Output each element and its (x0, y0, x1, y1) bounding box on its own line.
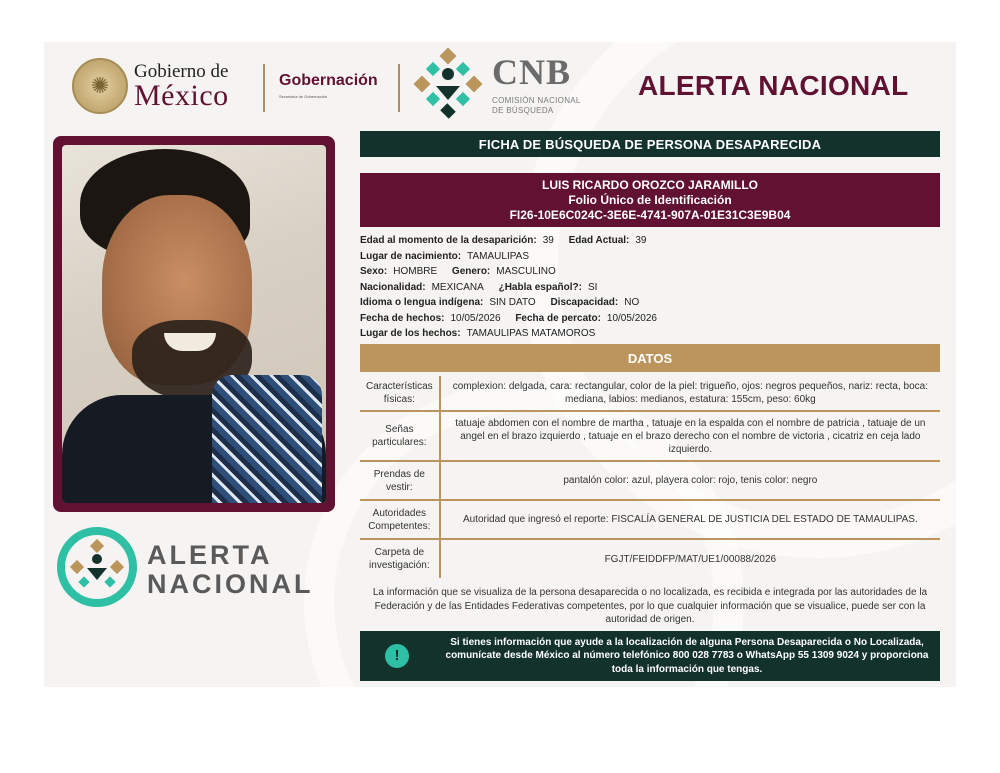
person-facts (360, 233, 940, 342)
fact-label: Lugar de nacimiento: (360, 250, 462, 262)
facts-row (360, 295, 940, 311)
disclaimer-text: La información que se visualiza de la persona desaparecida o no localizada, es recibida e integrada por las autoridades de la Federación y de las Entidades Federativas competentes, por lo que cualquier información que se visualice, puede ser con la autoridad de origen. (372, 587, 928, 625)
datos-label: Autoridades Competentes: (360, 500, 440, 539)
fact-value: NO (624, 297, 640, 308)
alert-exclamation-icon: ! (385, 644, 409, 668)
alerta-wordmark-line1: ALERTA (147, 540, 273, 570)
cnb-acronym: CNB (492, 52, 572, 92)
datos-label: Carpeta de investigación: (360, 539, 440, 578)
fact-value: MASCULINO (496, 266, 556, 277)
fact-label: Lugar de los hechos: (360, 328, 461, 339)
fact-value: SIN DATO (489, 297, 536, 308)
datos-title: DATOS (627, 350, 673, 366)
fact-value: 10/05/2026 (606, 312, 657, 324)
table-row (360, 461, 940, 500)
datos-value: pantalón color: azul, playera color: rojo, tenis color: negro (440, 461, 940, 500)
photo-frame (53, 136, 335, 512)
gobernacion-text: Gobernación (279, 72, 378, 89)
cnb-text-block (492, 54, 581, 115)
facts-row (360, 326, 940, 342)
datos-value: FGJT/FEIDDFP/MAT/UE1/00088/2026 (604, 553, 777, 565)
fact-value: 39 (542, 235, 554, 246)
datos-value: Autoridad que ingresó el reporte: FISCALÍA GENERAL DE JUSTICIA DEL ESTADO DE TAMAULIPAS. (440, 500, 940, 539)
fact-label: Edad Actual: (568, 235, 630, 246)
fact-value: TAMAULIPAS (467, 250, 529, 262)
fact-value: HOMBRE (393, 266, 438, 277)
ficha-title: FICHA DE BÚSQUEDA DE PERSONA DESAPARECIDA (478, 136, 822, 152)
gobernacion-logo (279, 72, 378, 99)
fact-label: Nacionalidad: (360, 281, 426, 293)
fact-value: SI (587, 281, 598, 293)
facts-row (360, 311, 940, 327)
fact-label: Edad al momento de la desaparición: (360, 235, 537, 246)
fact-value: TAMAULIPAS MATAMOROS (466, 328, 596, 339)
alert-title: ALERTA NACIONAL (638, 70, 909, 101)
gobierno-top-text: Gobierno de (134, 60, 229, 82)
contact-info-bar (360, 631, 940, 681)
folio-label: Folio Único de Identificación (568, 193, 732, 207)
datos-header-bar (360, 344, 940, 372)
cnb-name-line2: DE BÚSQUEDA (492, 105, 554, 115)
table-row (360, 539, 940, 578)
header-divider (398, 64, 400, 112)
fact-label: Fecha de percato: (515, 312, 601, 324)
gobernacion-subtext: Secretaría de Gobernación (279, 94, 328, 99)
fact-label: Genero: (451, 266, 491, 277)
fact-value: 39 (635, 235, 647, 246)
folio-value: FI26-10E6C024C-3E6E-4741-907A-01E31C3E9B04 (509, 208, 791, 222)
fact-label: Idioma o lengua indígena: (360, 297, 484, 308)
person-name: LUIS RICARDO OROZCO JARAMILLO (542, 178, 758, 192)
table-row (360, 376, 940, 411)
alerta-wordmark-line2: NACIONAL (147, 569, 314, 600)
facts-row (360, 280, 940, 296)
datos-label: Señas particulares: (360, 411, 440, 461)
facts-row (360, 233, 940, 249)
gobierno-mexico-logo (72, 58, 229, 114)
fact-label: Discapacidad: (550, 297, 619, 308)
header-divider (263, 64, 265, 112)
fact-label: Fecha de hechos: (360, 312, 445, 324)
datos-value: tatuaje abdomen con el nombre de martha , tatuaje en la espalda con el nombre de patricia , tatuaje de un angel en el brazo izquierdo , tatuaje en el brazo derecho con el nombre de victoria , cicatriz en ceja lado izquierdo. (440, 411, 940, 461)
table-row (360, 411, 940, 461)
person-photo (62, 145, 326, 503)
national-seal-icon: ✺ (72, 58, 128, 114)
facts-row (360, 264, 940, 280)
datos-value: complexion: delgada, cara: rectangular, color de la piel: trigueño, ojos: negros pequeños, nariz: recta, boca: mediana, labios: medianos, estatura: 155cm, peso: 60kg (440, 376, 940, 411)
cnb-emblem-icon (412, 48, 484, 120)
alerta-nacional-emblem-icon (56, 526, 138, 608)
contact-info-text: Si tienes información que ayude a la localización de alguna Persona Desaparecida o No Localizada, comunícate desde México al número telefónico 800 028 7783 o WhatsApp 55 1309 9024 y proporciona toda la información que tengas. (445, 636, 929, 675)
fact-value: 10/05/2026 (450, 312, 501, 324)
datos-table (360, 376, 940, 578)
fact-label: Sexo: (360, 266, 388, 277)
gobierno-bottom-text: México (134, 78, 229, 112)
ficha-title-bar (360, 131, 940, 157)
cnb-name-line1: COMISIÓN NACIONAL (492, 96, 581, 105)
person-identity-bar (360, 173, 940, 227)
datos-label: Prendas de vestir: (360, 461, 440, 500)
alerta-nacional-wordmark (147, 541, 314, 599)
facts-row (360, 249, 940, 265)
datos-label: Características físicas: (360, 376, 440, 411)
fact-label: ¿Habla español?: (498, 281, 582, 293)
fact-value: MEXICANA (431, 281, 484, 293)
table-row (360, 500, 940, 539)
